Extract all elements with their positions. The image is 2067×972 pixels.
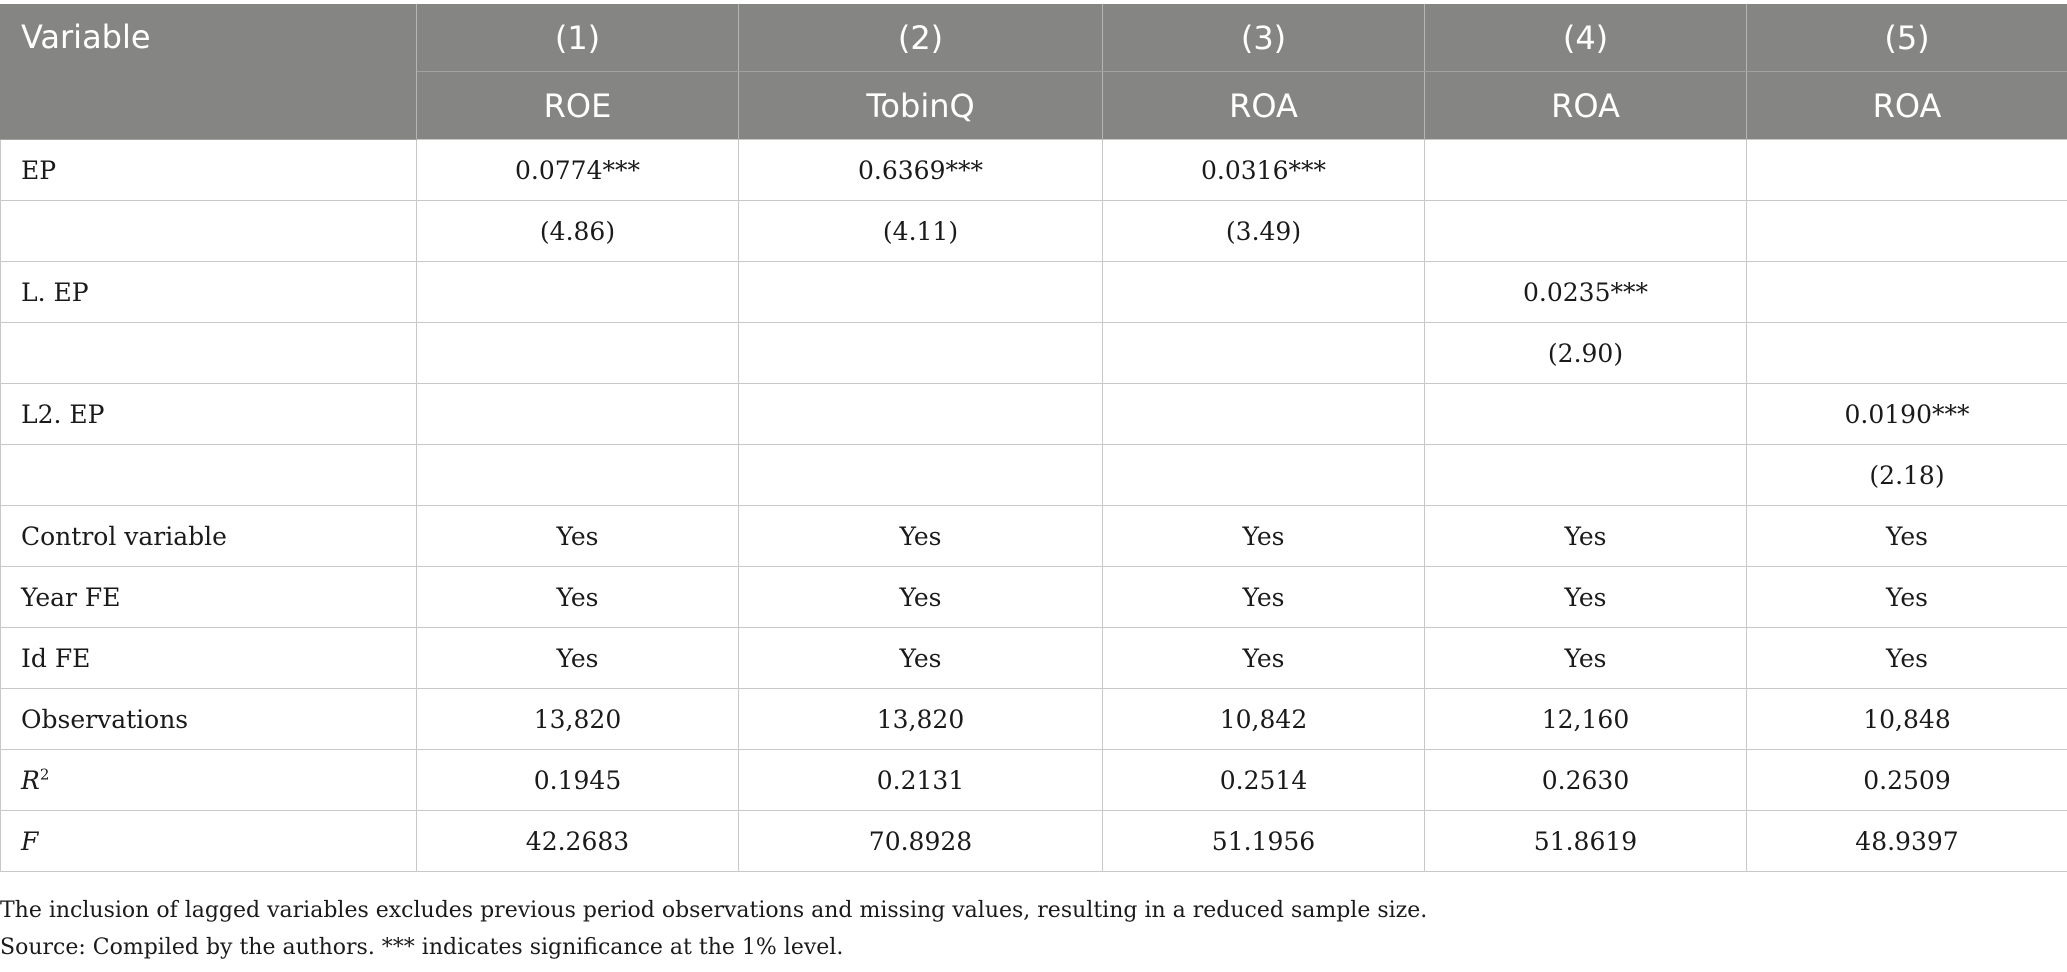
column-name-5: ROA [1747, 72, 2067, 140]
row-label [1, 384, 417, 445]
row-label-text: R [21, 765, 40, 795]
table-cell: (2.18) [1747, 445, 2067, 506]
row-label-text: Observations [21, 704, 189, 734]
table-row [1, 140, 2067, 201]
table-cell [739, 384, 1103, 445]
table-cell: (4.86) [417, 201, 739, 262]
table-row [1, 323, 2067, 384]
table-cell: 13,820 [739, 689, 1103, 750]
table-cell: 0.2131 [739, 750, 1103, 811]
row-label [1, 750, 417, 811]
row-label [1, 567, 417, 628]
table-cell: 0.0235*** [1425, 262, 1747, 323]
table-cell: Yes [1747, 628, 2067, 689]
table-cell [1747, 262, 2067, 323]
table-cell: 0.1945 [417, 750, 739, 811]
table-cell [1103, 384, 1425, 445]
table-header [1, 4, 2067, 140]
row-label-superscript: 2 [39, 765, 50, 784]
table-cell: Yes [417, 567, 739, 628]
table-row [1, 506, 2067, 567]
row-label [1, 689, 417, 750]
row-label [1, 140, 417, 201]
table-cell [739, 445, 1103, 506]
table-cell: 0.0316*** [1103, 140, 1425, 201]
table-cell: 10,848 [1747, 689, 2067, 750]
column-name-4: ROA [1425, 72, 1747, 140]
table-cell: Yes [739, 628, 1103, 689]
column-number-2: (2) [739, 4, 1103, 72]
table-cell: Yes [1425, 567, 1747, 628]
row-label [1, 811, 417, 872]
table-row [1, 689, 2067, 750]
table-cell [1103, 323, 1425, 384]
table-cell: 0.2514 [1103, 750, 1425, 811]
table-cell: 48.9397 [1747, 811, 2067, 872]
row-label-text: Year FE [21, 582, 121, 612]
table-cell: Yes [739, 506, 1103, 567]
table-cell: (2.90) [1425, 323, 1747, 384]
table-cell [1103, 262, 1425, 323]
table-cell: Yes [1747, 506, 2067, 567]
row-label-text: F [21, 826, 39, 856]
table-cell [417, 445, 739, 506]
row-label [1, 201, 417, 262]
table-cell: 12,160 [1425, 689, 1747, 750]
variable-header: Variable [1, 4, 417, 140]
table-cell: 0.0190*** [1747, 384, 2067, 445]
row-label-text: EP [21, 155, 57, 185]
column-name-2: TobinQ [739, 72, 1103, 140]
table-cell: 0.0774*** [417, 140, 739, 201]
row-label-text: Id FE [21, 643, 91, 673]
table-cell: 42.2683 [417, 811, 739, 872]
column-number-5: (5) [1747, 4, 2067, 72]
column-number-4: (4) [1425, 4, 1747, 72]
table-cell: Yes [417, 628, 739, 689]
table-cell: 0.2630 [1425, 750, 1747, 811]
table-row [1, 262, 2067, 323]
table-cell [417, 323, 739, 384]
table-cell: Yes [1425, 628, 1747, 689]
table-cell: 0.6369*** [739, 140, 1103, 201]
table-row [1, 750, 2067, 811]
table-row [1, 628, 2067, 689]
table-cell: Yes [1425, 506, 1747, 567]
table-row [1, 201, 2067, 262]
table-cell: (3.49) [1103, 201, 1425, 262]
table-cell [1425, 384, 1747, 445]
note-lagged-variables: The inclusion of lagged variables excludes previous period observations and missing values, resulting in a reduced sample size. [0, 898, 1428, 923]
column-name-1: ROE [417, 72, 739, 140]
row-label [1, 628, 417, 689]
table-cell: 70.8928 [739, 811, 1103, 872]
table-cell [1103, 445, 1425, 506]
table-cell [739, 262, 1103, 323]
table-cell: 0.2509 [1747, 750, 2067, 811]
column-number-3: (3) [1103, 4, 1425, 72]
column-number-1: (1) [417, 4, 739, 72]
header-row-numbers [1, 4, 2067, 72]
table-row [1, 445, 2067, 506]
row-label [1, 445, 417, 506]
table-cell: Yes [1103, 506, 1425, 567]
table-cell: 10,842 [1103, 689, 1425, 750]
table-cell: 13,820 [417, 689, 739, 750]
note-source: Source: Compiled by the authors. *** indicates significance at the 1% level. [0, 935, 844, 960]
table-cell [1747, 323, 2067, 384]
table-cell [1425, 445, 1747, 506]
table-cell: 51.1956 [1103, 811, 1425, 872]
table-cell [739, 323, 1103, 384]
row-label-text: L. EP [21, 277, 89, 307]
table-cell: 51.8619 [1425, 811, 1747, 872]
table-cell: Yes [739, 567, 1103, 628]
table-cell [1747, 201, 2067, 262]
table-body [1, 140, 2067, 872]
table-cell [417, 384, 739, 445]
column-name-3: ROA [1103, 72, 1425, 140]
row-label-text: Control variable [21, 521, 227, 551]
regression-table [0, 4, 2067, 872]
row-label-text: L2. EP [21, 399, 105, 429]
table-cell [1425, 140, 1747, 201]
table-cell: Yes [1103, 628, 1425, 689]
table-cell: (4.11) [739, 201, 1103, 262]
table-row [1, 384, 2067, 445]
table-cell [1747, 140, 2067, 201]
table-cell [417, 262, 739, 323]
row-label [1, 323, 417, 384]
table-cell: Yes [417, 506, 739, 567]
table-row [1, 811, 2067, 872]
table-cell: Yes [1747, 567, 2067, 628]
table-cell: Yes [1103, 567, 1425, 628]
table-cell [1425, 201, 1747, 262]
table-row [1, 567, 2067, 628]
regression-table-container [0, 4, 2067, 872]
table-notes [0, 892, 2067, 966]
row-label [1, 262, 417, 323]
row-label [1, 506, 417, 567]
